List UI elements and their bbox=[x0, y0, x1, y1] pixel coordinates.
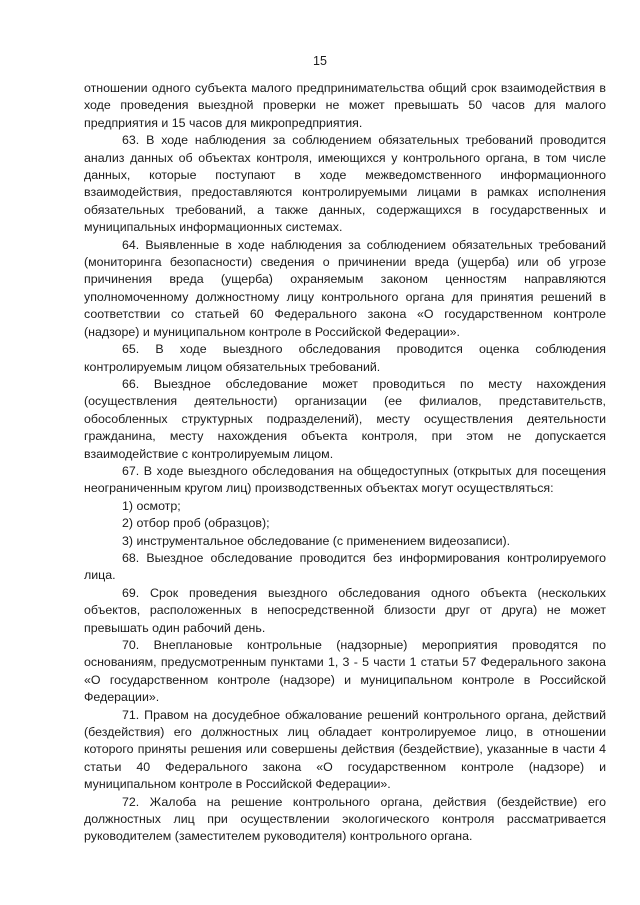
paragraph-continuation: отношении одного субъекта малого предпринимательства общий срок взаимодействия в ходе проведения выездной проверки не может превышать 50 часов для малого предприятия и 15 часов для микропредприятия. bbox=[84, 81, 606, 130]
list-item-2: 2) отбор проб (образцов); bbox=[122, 516, 270, 531]
paragraph-72: 72. Жалоба на решение контрольного органа, действия (бездействие) его должностных лиц при осуществлении экологического контроля рассматривается руководителем (заместителем руководителя) контрольного органа. bbox=[84, 794, 606, 844]
paragraph-63: 63. В ходе наблюдения за соблюдением обязательных требований проводится анализ данных об объектах контроля, имеющихся у контрольного органа, в том числе данных, которые поступают в ходе межведомственного информационного взаимодействия, предоставляются контролируемыми лицами в рамках исполнения обязательных требований, а также данных, содержащихся в государственных и муниципальных информационных системах. bbox=[84, 133, 606, 235]
paragraph-64: 64. Выявленные в ходе наблюдения за соблюдением обязательных требований (мониторинга безопасности) сведения о причинении вреда (ущерба) или об угрозе причинения вреда (ущерба) охраняемым законом ценностям направляются уполномоченному должностному лицу контрольного органа для принятия решений в соответствии со статьей 60 Федерального закона «О государственном контроле (надзоре) и муниципальном контроле в Российской Федерации». bbox=[84, 237, 606, 339]
paragraph-70: 70. Внеплановые контрольные (надзорные) мероприятия проводятся по основаниям, предусмотренным пунктами 1, 3 - 5 части 1 статьи 57 Федерального закона «О государственном контроле (надзоре) и муниципальном контроле в Российской Федерации». bbox=[84, 638, 606, 705]
paragraph-71: 71. Правом на досудебное обжалование решений контрольного органа, действий (бездействия) его должностных лиц обладает контролируемое лицо, в отношении которого приняты решения или совершены действия (бездействие), указанные в части 4 статьи 40 Федерального закона «О государственном контроле (надзоре) и муниципальном контроле в Российской Федерации». bbox=[84, 707, 606, 792]
paragraph-69: 69. Срок проведения выездного обследования одного объекта (нескольких объектов, расположенных в непосредственной близости друг от друга) не может превышать один рабочий день. bbox=[84, 585, 606, 635]
page-number: 15 bbox=[313, 54, 327, 68]
list-item-3: 3) инструментальное обследование (с применением видеозаписи). bbox=[122, 533, 511, 548]
paragraph-66: 66. Выездное обследование может проводиться по месту нахождения (осуществления деятельности) организации (ее филиалов, представительств, обособленных структурных подразделений), месту осуществления деятельности гражданина, месту нахождения объекта контроля, при этом не допускается взаимодействие с контролируемым лицом. bbox=[84, 376, 606, 461]
paragraph-67: 67. В ходе выездного обследования на общедоступных (открытых для посещения неограниченным кругом лиц) производственных объектах могут осуществляться: bbox=[84, 463, 606, 496]
paragraph-65: 65. В ходе выездного обследования проводится оценка соблюдения контролируемым лицом обязательных требований. bbox=[84, 342, 606, 374]
document-body bbox=[84, 80, 606, 846]
paragraph-68: 68. Выездное обследование проводится без информирования контролируемого лица. bbox=[84, 550, 606, 583]
list-item-1: 1) осмотр; bbox=[122, 498, 181, 513]
